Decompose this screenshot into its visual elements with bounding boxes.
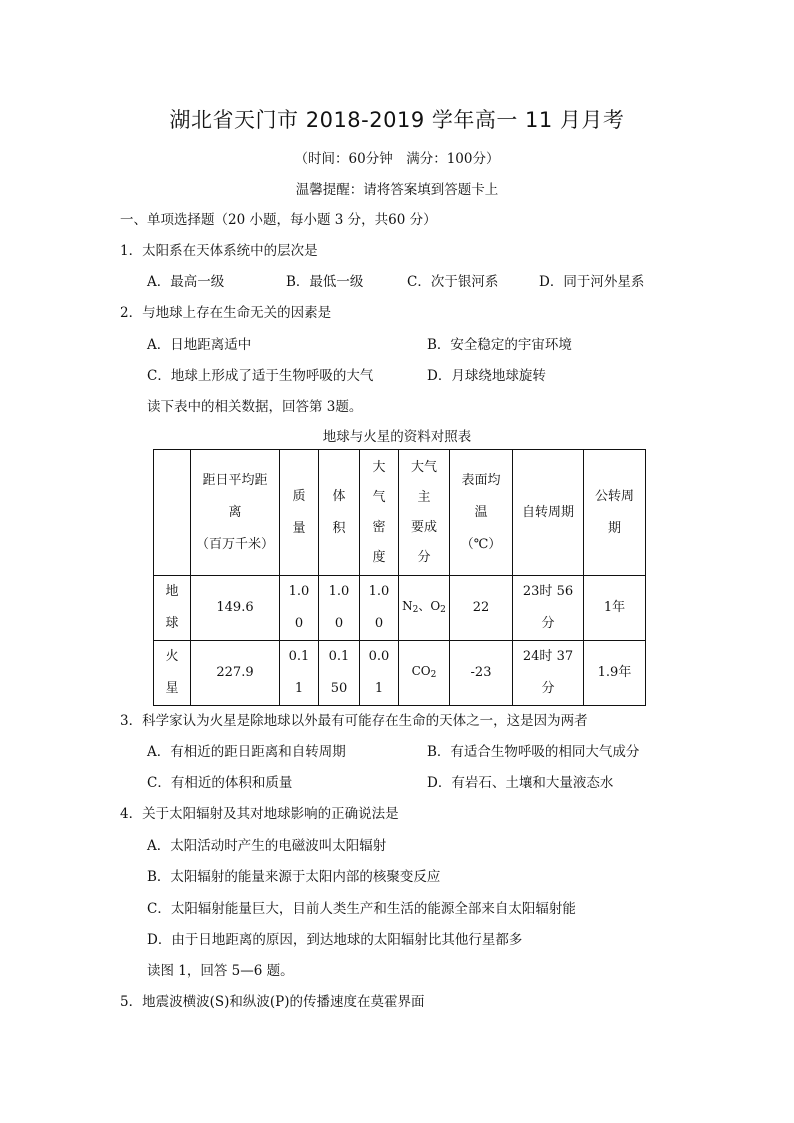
header-corner bbox=[154, 450, 191, 576]
q1-option-b[interactable]: B．最低一级 bbox=[286, 274, 364, 290]
comparison-table bbox=[153, 449, 646, 706]
q4-option-d[interactable]: D．由于日地距离的原因，到达地球的太阳辐射比其他行星都多 bbox=[147, 932, 523, 948]
table-caption: 地球与火星的资料对照表 bbox=[322, 429, 472, 445]
q1-option-a[interactable]: A．最高一级 bbox=[147, 274, 225, 290]
exam-info: （时间：60分钟 满分：100分） bbox=[294, 151, 500, 167]
row-mars-density: 0.0 1 bbox=[360, 641, 399, 706]
row-mars-revolution: 1.9年 bbox=[584, 641, 646, 706]
q3-option-c[interactable]: C．有相近的体积和质量 bbox=[147, 775, 293, 791]
q4-option-a[interactable]: A．太阳活动时产生的电磁波叫太阳辐射 bbox=[147, 838, 387, 854]
q1-option-c[interactable]: C．次于银河系 bbox=[407, 274, 499, 290]
row-mars-name: 火 星 bbox=[154, 641, 191, 706]
header-distance: 距日平均距 离 （百万千米） bbox=[191, 450, 280, 576]
q2-stem: 2．与地球上存在生命无关的因素是 bbox=[120, 305, 332, 321]
row-mars-atmosphere: $CO_2$ bbox=[399, 641, 450, 706]
row-earth-revolution: 1年 bbox=[584, 576, 646, 641]
header-volume: 体 积 bbox=[319, 450, 360, 576]
q2-option-a[interactable]: A．日地距离适中 bbox=[147, 337, 252, 353]
row-earth-volume: 1.0 0 bbox=[319, 576, 360, 641]
header-density: 大 气 密 度 bbox=[360, 450, 399, 576]
q2-option-b[interactable]: B．安全稳定的宇宙环境 bbox=[427, 337, 572, 353]
q3-option-d[interactable]: D．有岩石、土壤和大量液态水 bbox=[427, 775, 614, 791]
q1-stem: 1．太阳系在天体系统中的层次是 bbox=[120, 243, 318, 259]
row-earth-temperature: 22 bbox=[450, 576, 513, 641]
q2-option-d[interactable]: D．月球绕地球旋转 bbox=[427, 368, 546, 384]
section-heading: 一、单项选择题（20 小题，每小题 3 分，共60 分） bbox=[120, 212, 437, 228]
row-earth-name: 地 球 bbox=[154, 576, 191, 641]
header-mass: 质 量 bbox=[280, 450, 319, 576]
header-revolution: 公转周 期 bbox=[584, 450, 646, 576]
reminder: 温馨提醒：请将答案填到答题卡上 bbox=[295, 182, 499, 198]
q1-option-d[interactable]: D．同于河外星系 bbox=[539, 274, 645, 290]
row-mars-rotation: 24时 37 分 bbox=[513, 641, 584, 706]
header-temperature: 表面均 温 （℃） bbox=[450, 450, 513, 576]
q3-option-a[interactable]: A．有相近的距日距离和自转周期 bbox=[147, 744, 346, 760]
q3-option-b[interactable]: B．有适合生物呼吸的相同大气成分 bbox=[427, 744, 640, 760]
row-earth-mass: 1.0 0 bbox=[280, 576, 319, 641]
table-header-row bbox=[154, 450, 646, 576]
read-table-note: 读下表中的相关数据，回答第 3题。 bbox=[147, 399, 363, 415]
q4-stem: 4．关于太阳辐射及其对地球影响的正确说法是 bbox=[120, 806, 399, 822]
header-rotation: 自转周期 bbox=[513, 450, 584, 576]
q5-stem: 5．地震波横波(S)和纵波(P)的传播速度在莫霍界面 bbox=[120, 994, 425, 1010]
table-row-mars bbox=[154, 641, 646, 706]
q2-option-c[interactable]: C．地球上形成了适于生物呼吸的大气 bbox=[147, 368, 374, 384]
row-mars-temperature: -23 bbox=[450, 641, 513, 706]
row-earth-atmosphere: $N_2$、$O_2$ bbox=[399, 576, 450, 641]
row-mars-mass: 0.1 1 bbox=[280, 641, 319, 706]
header-atmosphere: 大气 主 要成 分 bbox=[399, 450, 450, 576]
row-earth-density: 1.0 0 bbox=[360, 576, 399, 641]
page-title: 湖北省天门市 2018-2019 学年高一 11 月月考 bbox=[169, 108, 625, 132]
row-earth-distance: 149.6 bbox=[191, 576, 280, 641]
q4-option-b[interactable]: B．太阳辐射的能量来源于太阳内部的核聚变反应 bbox=[147, 869, 441, 885]
table-row-earth bbox=[154, 576, 646, 641]
row-mars-volume: 0.1 50 bbox=[319, 641, 360, 706]
row-mars-distance: 227.9 bbox=[191, 641, 280, 706]
q4-option-c[interactable]: C．太阳辐射能量巨大，目前人类生产和生活的能源全部来自太阳辐射能 bbox=[147, 901, 576, 917]
read-figure-note: 读图 1，回答 5—6 题。 bbox=[147, 963, 294, 979]
q3-stem: 3．科学家认为火星是除地球以外最有可能存在生命的天体之一，这是因为两者 bbox=[120, 713, 588, 729]
row-earth-rotation: 23时 56 分 bbox=[513, 576, 584, 641]
